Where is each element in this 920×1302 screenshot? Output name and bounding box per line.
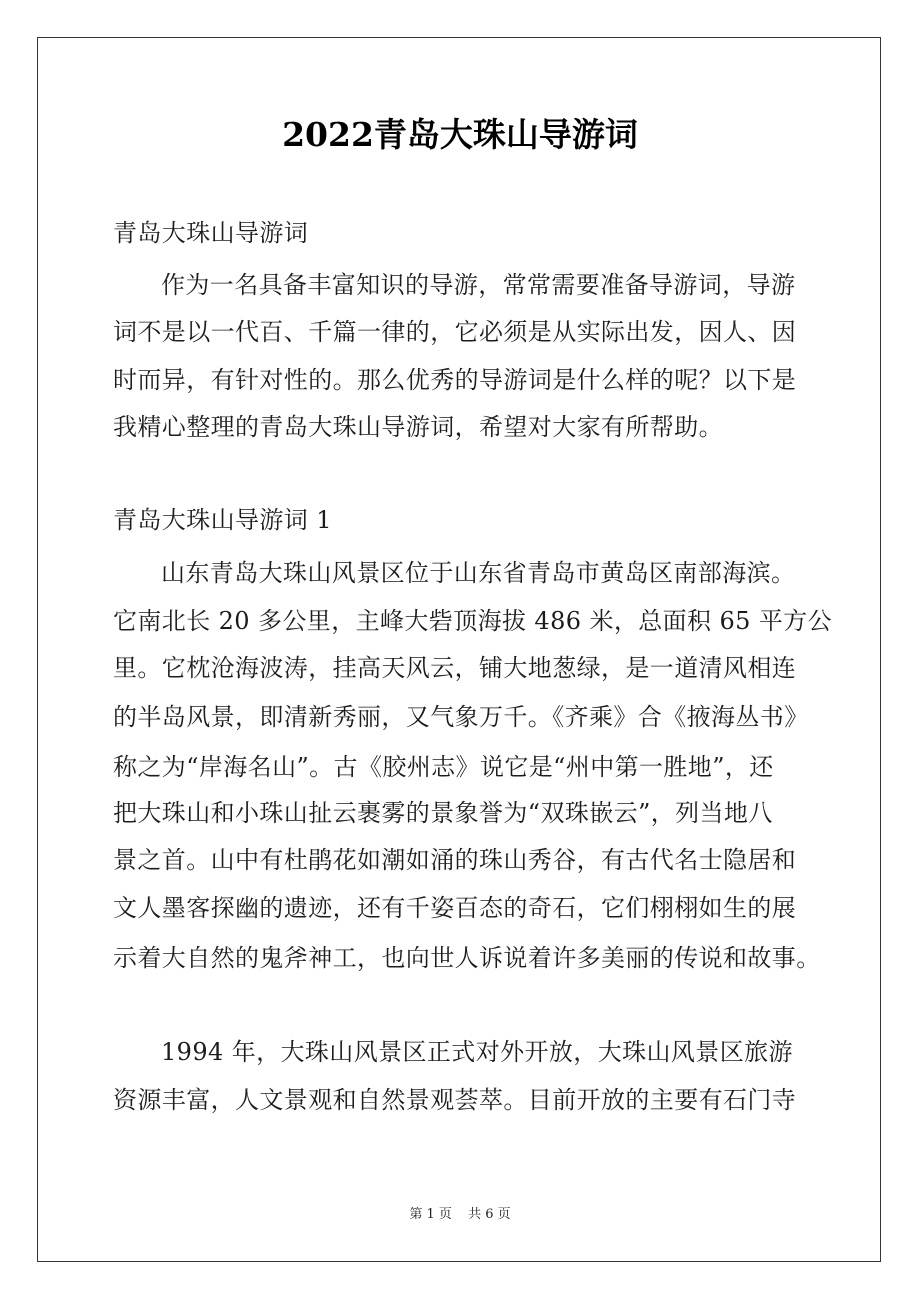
paragraph-line: 里。它枕沧海波涛，挂高天风云，铺大地葱绿，是一道清风相连: [113, 654, 797, 682]
paragraph-line: 1994 年，大珠山风景区正式对外开放，大珠山风景区旅游: [161, 1038, 793, 1066]
paragraph-line: 文人墨客探幽的遗迹，还有千姿百态的奇石，它们栩栩如生的展: [113, 894, 797, 922]
paragraph-line: 称之为“岸海名山”。古《胶州志》说它是“州中第一胜地”，还: [113, 753, 774, 781]
paragraph-line: 资源丰富，人文景观和自然景观荟萃。目前开放的主要有石门寺: [113, 1086, 797, 1114]
paragraph-line: 把大珠山和小珠山扯云裹雾的景象誉为“双珠嵌云”，列当地八: [113, 799, 773, 827]
paragraph-line: 示着大自然的鬼斧神工，也向世人诉说着许多美丽的传说和故事。: [113, 944, 821, 972]
section-heading: 青岛大珠山导游词 1: [113, 506, 332, 534]
subtitle: 青岛大珠山导游词: [113, 219, 309, 247]
intro-line: 词不是以一代百、千篇一律的，它必须是从实际出发，因人、因: [113, 318, 797, 346]
paragraph-line: 的半岛风景，即清新秀丽，又气象万千。《齐乘》合《掖海丛书》: [113, 703, 809, 731]
intro-line: 作为一名具备丰富知识的导游，常常需要准备导游词，导游: [161, 271, 796, 299]
paragraph-line: 景之首。山中有杜鹃花如潮如涌的珠山秀谷，有古代名士隐居和: [113, 846, 797, 874]
paragraph-line: 山东青岛大珠山风景区位于山东省青岛市黄岛区南部海滨。: [161, 559, 796, 587]
page-number-current: 第 1 页: [409, 1207, 452, 1222]
page-footer: [0, 1206, 920, 1224]
page-number-total: 共 6 页: [468, 1207, 511, 1222]
intro-line: 我精心整理的青岛大珠山导游词，希望对大家有所帮助。: [113, 413, 723, 441]
intro-line: 时而异，有针对性的。那么优秀的导游词是什么样的呢？以下是: [113, 366, 797, 394]
paragraph-line: 它南北长 20 多公里，主峰大砦顶海拔 486 米，总面积 65 平方公: [113, 607, 833, 635]
document-title: 2022青岛大珠山导游词: [282, 115, 638, 154]
